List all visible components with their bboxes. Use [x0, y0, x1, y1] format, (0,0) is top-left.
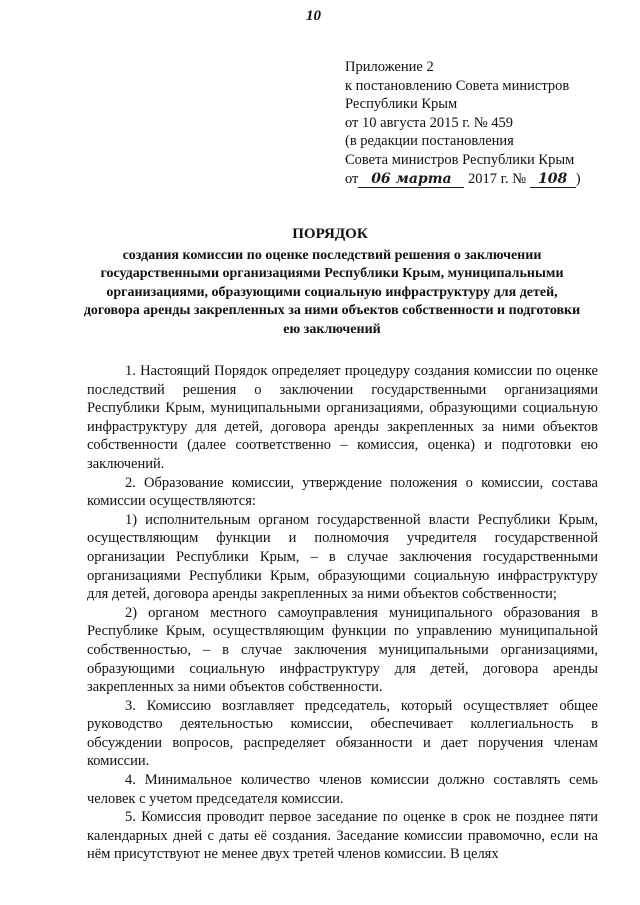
paragraph: 5. Комиссия проводит первое заседание по оценке в срок не позднее пяти календарных дней с даты её создания. Заседание комиссии правомочно, если на нём присутствуют не менее двух третей членов комиссии. В целях: [87, 809, 598, 863]
paragraph: 1) исполнительным органом государственной власти Республики Крым, осуществляющим функции и полномочия учредителя государственной организации Республики Крым, – в случае заключения государственными организациями Республики Крым, образующими социальную инфраструктуру для детей, договора аренды закрепленных за ними объектов собственности;: [87, 511, 598, 603]
handwritten-date: 06 марта: [358, 171, 464, 188]
appendix-line: от 10 августа 2015 г. № 459: [345, 114, 514, 131]
paragraph: 2) органом местного самоуправления муниципального образования в Республике Крым, осуществляющим функции по управлению муниципальной собственностью, – в случае заключения муниципальными организациями, образующими социальную инфраструктуру для детей, договора аренды закрепленных за ними объектов собственности.: [87, 604, 598, 696]
amend-year: 2017 г. №: [468, 170, 527, 187]
appendix-line: (в редакции постановления: [345, 133, 514, 150]
amend-close: ): [575, 170, 581, 187]
amend-prefix: от: [345, 170, 359, 187]
paragraph: 2. Образование комиссии, утверждение положения о комиссии, состава комиссии осуществляются:: [87, 474, 598, 510]
document-body: [87, 362, 598, 864]
appendix-line: Приложение 2: [345, 59, 434, 75]
appendix-line: Республики Крым: [345, 96, 458, 113]
document-title: ПОРЯДОК: [292, 226, 368, 242]
paragraph: 3. Комиссию возглавляет председатель, который осуществляет общее руководство деятельностью комиссии, обеспечивает коллегиальность в обсуждении вопросов, распределяет обязанности и дает поручения членам комиссии.: [87, 697, 598, 770]
paragraph: 4. Минимальное количество членов комиссии должно составлять семь человек с учетом председателя комиссии.: [87, 772, 598, 807]
paragraph: 1. Настоящий Порядок определяет процедуру создания комиссии по оценке последствий решения о заключении государственными организациями Республики Крым, муниципальными организациями, образующими социальную инфраструктуру для детей, договора аренды закрепленных за ними объектов собственности (далее соответственно – комиссия, оценка) и подготовки ею заключений.: [87, 363, 598, 472]
document-subtitle: создания комиссии по оценке последствий решения о заключении государственными организациями Республики Крым, муниципальными организациями, образующими социальную инфраструктуру для детей, договора аренды закрепленных за ними объектов собственности и подготовки ею заключений: [83, 248, 581, 337]
appendix-header: [345, 58, 635, 188]
appendix-line: Совета министров Республики Крым: [345, 151, 575, 168]
amendment-line: [345, 170, 635, 189]
page-number: 10: [306, 8, 321, 24]
appendix-line: к постановлению Совета министров: [345, 77, 570, 94]
handwritten-number: 108: [530, 171, 576, 188]
